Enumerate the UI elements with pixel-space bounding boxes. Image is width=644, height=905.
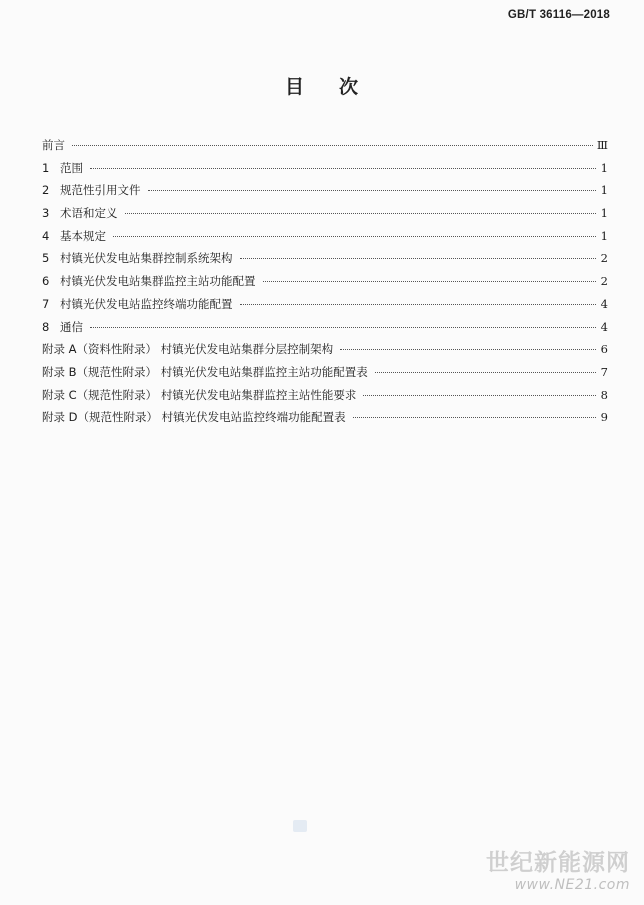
toc-entry-page: 1	[600, 183, 608, 198]
toc-entry-basic-provisions[interactable]	[42, 225, 608, 248]
toc-entry-number: 7	[42, 296, 50, 311]
table-of-contents	[42, 134, 608, 429]
toc-leader-dots	[375, 372, 596, 373]
toc-entry-page: 1	[600, 228, 608, 243]
toc-entry-appendix-b[interactable]	[42, 361, 608, 384]
toc-leader-dots	[113, 236, 596, 237]
toc-entry-title: 附录 A（资料性附录） 村镇光伏发电站集群分层控制架构	[42, 342, 334, 357]
toc-leader-dots	[240, 258, 597, 259]
toc-entry-number: 5	[42, 251, 50, 266]
toc-leader-dots	[263, 281, 597, 282]
toc-leader-dots	[72, 145, 593, 146]
toc-leader-dots	[90, 168, 596, 169]
toc-entry-title: 范围	[60, 160, 83, 175]
page-title	[0, 72, 644, 99]
toc-entry-title: 术语和定义	[60, 206, 118, 221]
toc-leader-dots	[125, 213, 597, 214]
toc-entry-title: 附录 B（规范性附录） 村镇光伏发电站集群监控主站功能配置表	[42, 364, 368, 379]
toc-entry-page: 6	[600, 342, 608, 357]
toc-entry-appendix-c[interactable]	[42, 384, 608, 407]
scan-mark	[293, 820, 307, 832]
toc-entry-title: 规范性引用文件	[60, 183, 141, 198]
toc-entry-title: 基本规定	[60, 228, 106, 243]
toc-entry-title: 村镇光伏发电站集群监控主站功能配置	[60, 274, 256, 289]
toc-leader-dots	[340, 349, 596, 350]
toc-entry-page: 2	[600, 251, 608, 266]
site-watermark	[486, 844, 630, 893]
toc-leader-dots	[353, 417, 596, 418]
toc-entry-title: 村镇光伏发电站集群控制系统架构	[60, 251, 233, 266]
toc-entry-master-station-functions[interactable]	[42, 270, 608, 293]
toc-entry-page: 8	[600, 387, 608, 402]
toc-entry-page: 4	[600, 319, 608, 334]
toc-entry-number: 2	[42, 183, 50, 198]
toc-entry-number: 8	[42, 319, 50, 334]
toc-leader-dots	[240, 304, 597, 305]
title-char-2: 次	[339, 76, 360, 98]
toc-leader-dots	[363, 395, 596, 396]
toc-entry-terms-definitions[interactable]	[42, 202, 608, 225]
toc-entry-communication[interactable]	[42, 316, 608, 339]
toc-entry-page: Ⅲ	[596, 138, 608, 152]
toc-entry-normative-references[interactable]	[42, 179, 608, 202]
toc-entry-title: 通信	[60, 319, 83, 334]
toc-entry-page: 1	[600, 206, 608, 221]
standard-code: GB/T 36116—2018	[507, 9, 610, 21]
toc-entry-number: 6	[42, 274, 50, 289]
toc-leader-dots	[148, 190, 597, 191]
toc-entry-title: 附录 C（规范性附录） 村镇光伏发电站集群监控主站性能要求	[42, 387, 357, 402]
toc-entry-foreword[interactable]	[42, 134, 608, 157]
toc-entry-number: 4	[42, 228, 50, 243]
watermark-name: 世纪新能源网	[486, 850, 630, 876]
toc-entry-page: 1	[600, 160, 608, 175]
toc-entry-terminal-functions[interactable]	[42, 293, 608, 316]
toc-entry-page: 7	[600, 364, 608, 379]
toc-entry-system-architecture[interactable]	[42, 247, 608, 270]
toc-entry-appendix-d[interactable]	[42, 406, 608, 429]
toc-entry-page: 9	[600, 410, 608, 425]
toc-entry-scope[interactable]	[42, 157, 608, 180]
watermark-url: www.NE21.com	[514, 877, 630, 893]
toc-entry-title: 附录 D（规范性附录） 村镇光伏发电站监控终端功能配置表	[42, 410, 346, 425]
toc-leader-dots	[90, 327, 596, 328]
toc-entry-page: 4	[600, 296, 608, 311]
toc-entry-appendix-a[interactable]	[42, 338, 608, 361]
toc-entry-title: 前言	[42, 138, 65, 152]
title-char-1: 目	[284, 76, 305, 98]
toc-entry-number: 1	[42, 160, 50, 175]
toc-entry-title: 村镇光伏发电站监控终端功能配置	[60, 296, 233, 311]
toc-entry-number: 3	[42, 206, 50, 221]
toc-entry-page: 2	[600, 274, 608, 289]
